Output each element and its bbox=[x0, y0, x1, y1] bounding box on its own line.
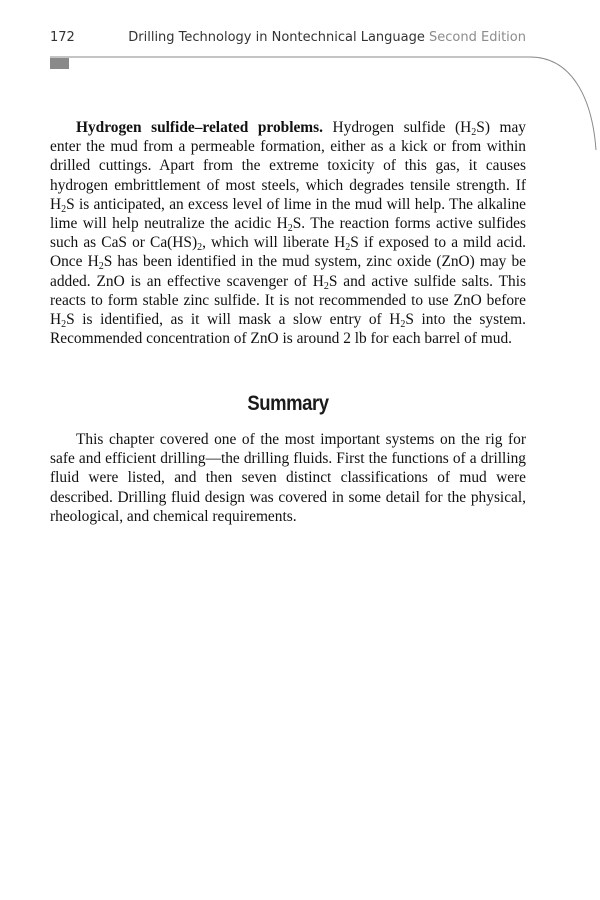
text-segment: S has been identified in the mud system, zinc oxide (ZnO) may be added. ZnO is an effective scavenger of H bbox=[50, 253, 526, 290]
text-segment: S. The reaction forms active sulfides such as CaS or Ca(HS) bbox=[50, 215, 526, 252]
text-segment: S is identified, as it will mask a slow entry of H bbox=[66, 311, 401, 329]
page-number: 172 bbox=[50, 30, 75, 45]
summary-text: This chapter covered one of the most important systems on the rig for safe and efficient drilling—the drilling fluids. First the functions of a drilling fluid were listed, and then seven distinct classifications of mud were described. Drilling fluid design was covered in some detail for the physical, rheological, and chemical requirements. bbox=[50, 431, 526, 525]
text-segment: Hydrogen sulfide (H bbox=[322, 119, 472, 136]
text-segment: S is anticipated, an excess level of lime in the mud will help. The alkaline lime will help neutralize the acidic H bbox=[50, 195, 526, 233]
hydrogen-sulfide-paragraph bbox=[50, 118, 526, 348]
text-segment: S) may enter the mud from a permeable formation, either as a kick or from within drilled cuttings. Apart from the extreme toxicity of this gas, it causes hydrogen embrittlement of most steels, which degrades tensile strength. If H bbox=[50, 119, 527, 213]
edition-label: Second Edition bbox=[429, 30, 526, 45]
text-segment: , which will liberate H bbox=[202, 234, 346, 252]
subscript: 2 bbox=[345, 242, 351, 254]
subscript: 2 bbox=[197, 242, 203, 254]
subscript: 2 bbox=[323, 280, 329, 292]
book-title-text: Drilling Technology in Nontechnical Language bbox=[128, 30, 425, 45]
subscript: 2 bbox=[98, 261, 104, 273]
subscript: 2 bbox=[61, 203, 67, 215]
section-marker bbox=[50, 58, 69, 69]
text-segment: S into the system. Recommended concentration of ZnO is around 2 lb for each barrel of mud. bbox=[50, 311, 526, 348]
text-segment: S if exposed to a mild acid. Once H bbox=[50, 234, 526, 271]
summary-paragraph bbox=[50, 430, 526, 526]
subscript: 2 bbox=[471, 127, 477, 138]
subscript: 2 bbox=[61, 319, 67, 331]
summary-heading: Summary bbox=[247, 392, 329, 415]
run-in-heading: Hydrogen sulfide–related problems. bbox=[76, 119, 323, 136]
subscript: 2 bbox=[287, 223, 293, 235]
subscript: 2 bbox=[400, 319, 406, 331]
text-segment: S and active sulfide salts. This reacts to form stable zinc sulfide. It is not recommended to use ZnO before H bbox=[50, 272, 526, 329]
